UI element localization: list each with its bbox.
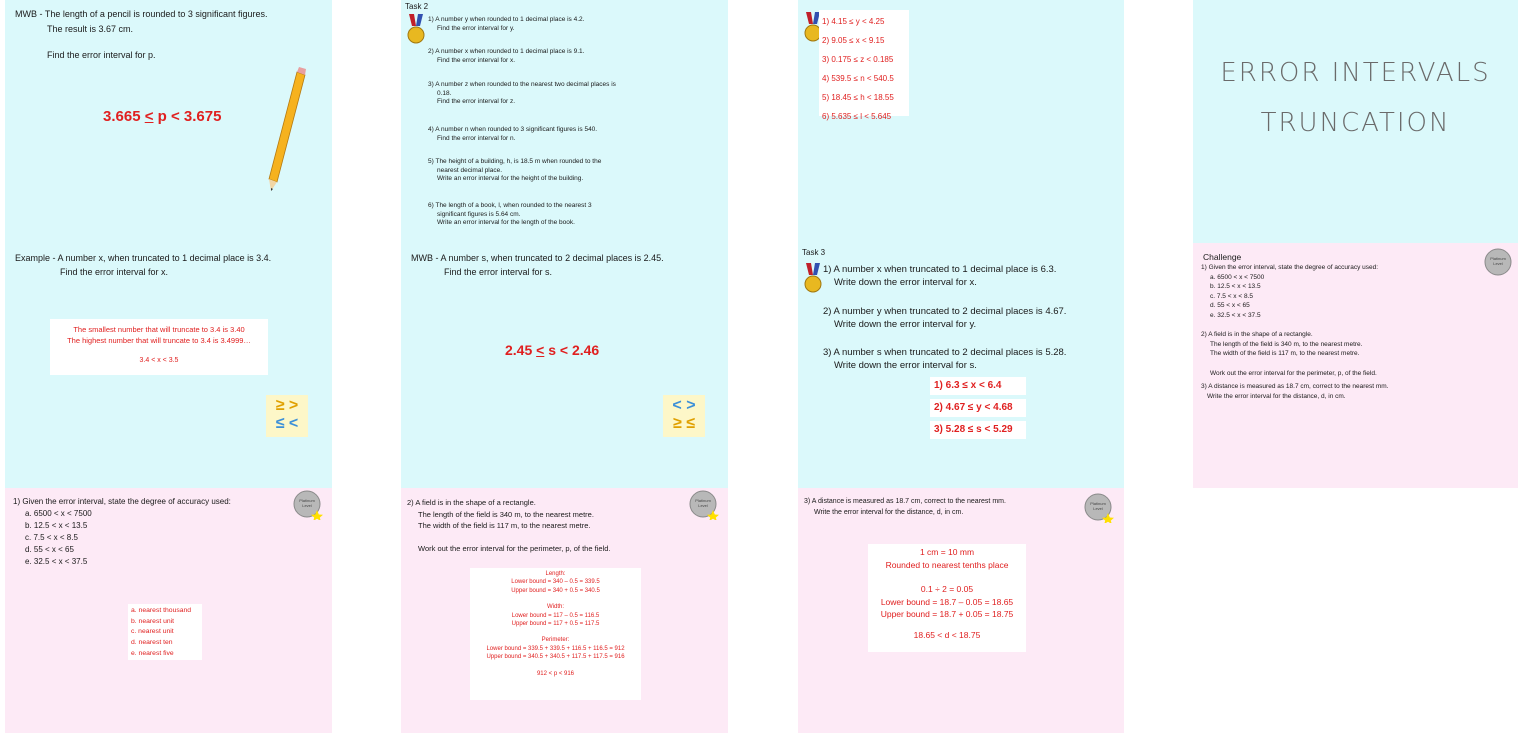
slide-distance-measure [798,488,1124,733]
platinum-badge-icon: Platinum Level [1084,493,1114,523]
answer-interval: 3.665 < p < 3.675 [103,108,222,125]
q-line-c: c. 7.5 < x < 8.5 [25,533,78,542]
question-line-3: Find the error interval for p. [47,50,156,60]
task3-answer-1: 1) 6.3 ≤ x < 6.4 [930,377,1026,395]
answer-b: b. nearest unit [131,617,175,625]
question-line-1: Example - A number x, when truncated to 1 decimal place is 3.4. [15,253,272,263]
answer-5: 5) 18.45 ≤ h < 18.55 [822,93,894,102]
distance-interval: 18.65 < d < 18.75 [913,629,981,640]
task2-item-2: 2) A number x when rounded to 1 decimal place is 9.1. Find the error interval for x. [428,48,585,64]
challenge-line-2: a. 6500 < x < 7500 [1210,273,1265,281]
q-line-2: Write the error interval for the distance, d, in cm. [814,509,964,516]
task-heading: Task 3 [802,248,826,257]
answer-3: 3) 0.175 ≤ z < 0.185 [822,55,894,64]
answer-c: c. nearest unit [131,628,174,636]
interval-line: 3.4 < x < 3.5 [139,357,179,364]
slide-degree-of-accuracy [5,488,332,733]
task3-item-3: 3) A number s when truncated to 2 decimal places is 5.28. Write down the error interval for s. [823,347,1067,371]
width-lower: Lower bound = 117 – 0.5 = 116.5 [511,612,600,619]
question-line-1: MWB - A number s, when truncated to 2 decimal places is 2.45. [411,253,664,263]
answer-a: a. nearest thousand [131,607,192,614]
challenge-line-4: c. 7.5 < x < 8.5 [1210,292,1253,300]
rounded-line: Rounded to nearest tenths place [885,559,1009,570]
smallest-line: The smallest number that will truncate to 3.4 is 3.40 [73,325,245,334]
challenge-line-12: Write the error interval for the distance, d, in cm. [1207,392,1346,400]
distance-answer-box [868,544,1026,652]
platinum-badge-icon: Platinum Level [689,490,719,520]
task3-item-1: 1) A number x when truncated to 1 decimal place is 6.3. Write down the error interval for x. [823,264,1057,288]
slide-mwb-truncation [401,243,728,488]
challenge-line-5: d. 55 < x < 65 [1210,302,1250,309]
slide-task-2-answers [798,0,1124,243]
slide-field-perimeter [401,488,728,733]
answer-e: e. nearest five [131,649,174,657]
answer-2: 2) 9.05 ≤ x < 9.15 [822,36,885,45]
half-unit-line: 0.1 ÷ 2 = 0.05 [920,584,974,594]
answer-4: 4) 539.5 ≤ n < 540.5 [822,74,894,83]
length-upper: Upper bound = 340 + 0.5 = 340.5 [511,587,600,594]
gold-medal-icon [407,14,425,44]
challenge-line-7: 2) A field is in the shape of a rectangle. [1201,331,1313,338]
q-line-e: e. 32.5 < x < 37.5 [25,557,88,566]
q-line-1: 2) A field is in the shape of a rectangle. [407,498,536,507]
perimeter-answer-box [470,568,641,700]
answer-6: 6) 5.635 ≤ l < 5.645 [822,112,892,121]
answers-box [819,10,909,121]
gold-medal-icon [804,263,822,293]
task-heading: Task 2 [405,2,429,11]
q-line-d: d. 55 < x < 65 [25,545,74,554]
question-line-2: Find the error interval for x. [60,267,169,277]
q-line-a: a. 6500 < x < 7500 [25,509,92,518]
slide-task-3 [798,243,1124,488]
perimeter-upper: Upper bound = 340.5 + 340.5 + 117.5 + 117.5 = 916 [486,654,625,661]
perimeter-heading: Perimeter: [541,637,570,644]
slide-pencil-rounding [5,0,332,243]
platinum-badge-icon: Platinum Level [1484,248,1514,278]
task2-item-6: 6) The length of a book, l, when rounded to the nearest 3 significant figures is 5.64 cm. Write an error interval for the length of the book. [428,202,592,226]
q-line-2: The length of the field is 340 m, to the nearest metre. [418,509,594,519]
length-heading: Length: [545,571,566,577]
task3-item-2: 2) A number y when truncated to 2 decimal places is 4.67. Write down the error interval for y. [823,306,1067,330]
task2-item-1: 1) A number y when rounded to 1 decimal place is 4.2. Find the error interval for y. [428,16,585,32]
q-line-3: The width of the field is 117 m, to the nearest metre. [418,521,591,530]
answer-d: d. nearest ten [131,639,173,647]
q-line-1: 1) Given the error interval, state the degree of accuracy used: [13,497,231,506]
challenge-line-1: 1) Given the error interval, state the degree of accuracy used: [1201,264,1379,271]
task2-item-4: 4) A number n when rounded to 3 significant figures is 540. Find the error interval for n. [428,126,598,142]
task3-answer-2: 2) 4.67 ≤ y < 4.68 [930,399,1026,417]
answer-1: 1) 4.15 ≤ y < 4.25 [822,17,885,26]
slide-task-2 [401,0,728,243]
question-line-2: Find the error interval for s. [444,267,553,277]
lower-bound-line: Lower bound = 18.7 – 0.05 = 18.65 [880,596,1014,607]
title-error-intervals: ERROR INTERVALS [1220,58,1491,88]
perimeter-interval: 912 < p < 916 [536,670,575,677]
slide-title [1193,0,1518,243]
example-answer-box [50,319,268,375]
q-line-4: Work out the error interval for the perimeter, p, of the field. [418,543,611,553]
q-line-1: 3) A distance is measured as 18.7 cm, correct to the nearest mm. [804,498,1006,505]
q-line-b: b. 12.5 < x < 13.5 [25,521,88,530]
highest-line: The highest number that will truncate to 3.4 is 3.4999… [67,335,251,345]
title-truncation: TRUNCATION [1260,108,1451,138]
width-heading: Width: [546,604,564,611]
task2-item-5: 5) The height of a building, h, is 18.5 m when rounded to the nearest decimal place. Write an error interval for the height of the building. [428,158,602,182]
question-line-2: The result is 3.67 cm. [47,24,134,34]
challenge-line-6: e. 32.5 < x < 37.5 [1210,311,1261,319]
challenge-line-8: The length of the field is 340 m, to the nearest metre. [1210,340,1363,348]
inequality-symbols-icon: ≥ > ≤ < [266,395,308,437]
width-upper: Upper bound = 117 + 0.5 = 117.5 [511,621,600,628]
task2-item-3: 3) A number z when rounded to the nearest two decimal places is 0.18. Find the error interval for z. [428,81,616,105]
slide-truncation-example [5,243,332,488]
accuracy-answer-box [128,604,202,660]
length-lower: Lower bound = 340 – 0.5 = 339.5 [511,579,600,586]
question-line-1: MWB - The length of a pencil is rounded to 3 significant figures. [15,9,268,19]
challenge-line-11: 3) A distance is measured as 18.7 cm, correct to the nearest mm. [1201,383,1389,390]
conversion-line: 1 cm = 10 mm [919,547,975,557]
platinum-badge-icon: Platinum Level [293,490,323,520]
challenge-line-9: The width of the field is 117 m, to the nearest metre. [1210,350,1360,357]
challenge-heading: Challenge [1203,252,1242,262]
task3-answer-3: 3) 5.28 ≤ s < 5.29 [930,421,1026,439]
challenge-line-3: b. 12.5 < x < 13.5 [1210,283,1261,290]
inequality-symbols-icon: < > ≥ ≤ [663,395,705,437]
upper-bound-line: Upper bound = 18.7 + 0.05 = 18.75 [880,609,1014,619]
pencil-icon [261,64,311,194]
perimeter-lower: Lower bound = 339.5 + 339.5 + 116.5 + 116.5 = 912 [486,645,625,652]
answer-interval: 2.45 < s < 2.46 [505,342,600,358]
challenge-line-10: Work out the error interval for the perimeter, p, of the field. [1210,369,1377,377]
slide-challenge [1193,243,1518,488]
